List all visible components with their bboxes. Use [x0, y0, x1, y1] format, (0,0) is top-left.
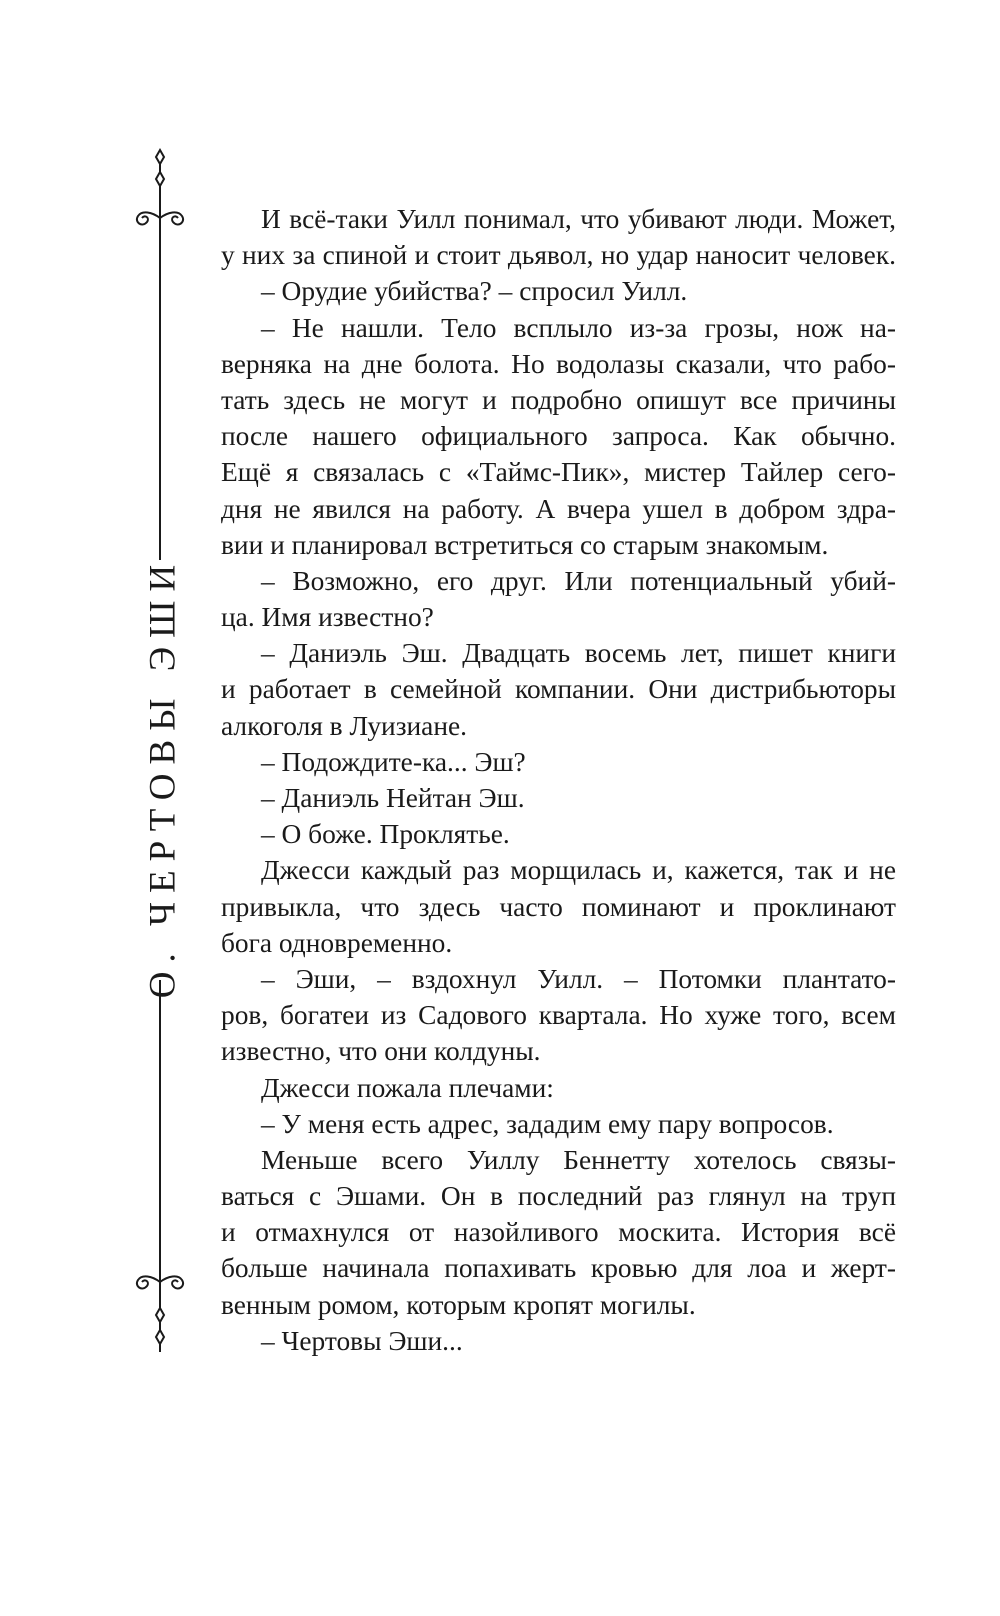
text-line: вии и планировал встретиться со старым знакомым.	[221, 529, 829, 560]
text-line: венным ромом, которым кропят могилы.	[221, 1289, 696, 1320]
text-line: алкоголя в Луизиане.	[221, 710, 468, 741]
text-line: – Возможно, его друг. Или потенциальный убий-	[261, 565, 896, 596]
text-line: привыкла, что здесь часто поминают и проклинают	[221, 891, 896, 922]
text-line: Ещё я связалась с «Таймс-Пик», мистер Тайлер сего-	[221, 457, 896, 488]
text-line: – Даниэль Эш. Двадцать восемь лет, пишет книги	[261, 638, 896, 669]
text-line: – Не нашли. Тело всплыло из-за грозы, нож на-	[261, 312, 896, 343]
text-line: – Подождите-ка... Эш?	[261, 746, 526, 777]
text-line: – У меня есть адрес, зададим ему пару вопросов.	[261, 1108, 834, 1139]
text-line: И всё-таки Уилл понимал, что убивают люди. Может,	[261, 204, 896, 234]
text-line: и отмахнулся от назойливого москита. История всё	[221, 1217, 896, 1248]
text-line: ца. Имя известно?	[221, 602, 434, 633]
text-line: известно, что они колдуны.	[221, 1036, 541, 1067]
text-line: больше начинала попахивать кровью для лоа и жерт-	[221, 1253, 896, 1284]
text-line: ваться с Эшами. Он в последний раз глянул на труп	[221, 1181, 896, 1212]
text-line: Меньше всего Уиллу Беннетту хотелось связы-	[261, 1144, 896, 1175]
text-line: – Даниэль Нейтан Эш.	[261, 783, 525, 813]
text-line: – Орудие убийства? – спросил Уилл.	[261, 276, 688, 307]
text-line: у них за спиной и стоит дьявол, но удар наносит человек.	[221, 240, 896, 271]
text-line: бога одновременно.	[221, 927, 453, 958]
text-line: после нашего официального запроса. Как обычно.	[221, 421, 896, 452]
text-line: и работает в семейной компании. Они дистрибьюторы	[221, 674, 896, 705]
body-text	[221, 201, 896, 1359]
text-line: тать здесь не могут и подробно опишут все причины	[221, 384, 896, 415]
text-line: Джесси пожала плечами:	[261, 1072, 554, 1103]
text-line: – О боже. Проклятье.	[261, 819, 510, 850]
text-line: дня не явился на работу. А вчера ушел в добром здра-	[221, 493, 896, 524]
text-line: Джесси каждый раз морщилась и, кажется, так и не	[261, 855, 896, 886]
running-head: О. ЧЕРТОВЫ ЭШИ	[142, 555, 184, 999]
text-line: – Чертовы Эши...	[261, 1325, 463, 1356]
text-line: – Эши, – вздохнул Уилл. – Потомки плантато-	[261, 963, 896, 994]
text-line: верняка на дне болота. Но водолазы сказали, что рабо-	[221, 348, 896, 379]
text-line: ров, богатеи из Садового квартала. Но хуже того, всем	[221, 1000, 896, 1031]
